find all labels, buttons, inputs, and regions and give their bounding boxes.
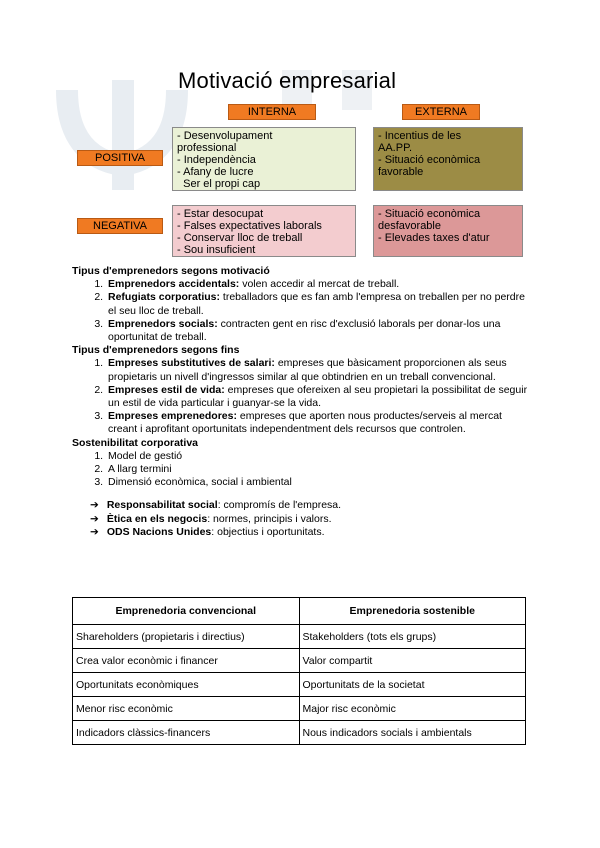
arrow-item <box>90 513 532 526</box>
arrow-item <box>90 526 532 539</box>
cell-line: AA.PP. <box>378 142 413 154</box>
cell-line: - Estar desocupat <box>177 208 264 220</box>
list-item <box>106 357 532 383</box>
table-row <box>73 721 526 745</box>
list-item <box>106 410 532 436</box>
list-item: 3. Dimensió econòmica, social i ambiental <box>106 476 532 489</box>
cell-line: - Independència <box>177 154 256 166</box>
term: Refugiats corporatius: <box>108 291 221 304</box>
term: ODS Nacions Unides <box>106 525 212 538</box>
arrow-item <box>90 499 532 512</box>
term: Ètica en els negocis <box>106 512 208 525</box>
list-item <box>106 318 532 344</box>
list-item: 2. A llarg termini <box>106 463 532 476</box>
table-row <box>73 697 526 721</box>
table-cell: Shareholders (propietaris i directius) <box>73 625 300 649</box>
term: Emprenedors accidentals: <box>108 278 240 291</box>
sustainability-list <box>72 450 532 490</box>
motivation-list <box>72 278 532 344</box>
cell-positive-internal <box>172 127 356 191</box>
list-item <box>106 291 532 317</box>
header-externa: EXTERNA <box>402 104 480 120</box>
list-item <box>106 384 532 410</box>
term: Responsabilitat social <box>106 499 218 512</box>
cell-line: - Afany de lucre <box>177 166 254 178</box>
definition: empreses que bàsicament proporcionen als seus propietaris un nivell d'ingressos similar al que obtindrien en un treball convencional. <box>108 357 507 383</box>
section-heading-goals: Tipus d'emprenedors segons fins <box>72 344 240 357</box>
table-cell: Menor risc econòmic <box>73 697 300 721</box>
table-cell: Major risc econòmic <box>299 697 526 721</box>
goals-list <box>72 357 532 436</box>
table-cell: Crea valor econòmic i financer <box>73 649 300 673</box>
arrow-list <box>72 499 532 539</box>
cell-line: - Elevades taxes d'atur <box>378 232 490 244</box>
cell-line: - Situació econòmica <box>378 208 481 220</box>
term: Empreses emprenedores: <box>108 410 237 423</box>
term: Empreses estil de vida: <box>108 383 225 396</box>
definition: empreses que aporten nous productes/serveis al mercat creant i aprofitant oportunitats independentment dels recursos que controlen. <box>108 410 502 436</box>
table-header-row <box>73 598 526 625</box>
section-heading-motivation: Tipus d'emprenedors segons motivació <box>72 265 270 277</box>
cell-line: professional <box>177 142 237 154</box>
table-cell: Oportunitats econòmiques <box>73 673 300 697</box>
header-positiva: POSITIVA <box>77 150 163 166</box>
table-header: Emprenedoria sostenible <box>299 598 526 625</box>
table-cell: Nous indicadors socials i ambientals <box>299 721 526 745</box>
cell-line: - Conservar lloc de treball <box>177 232 303 244</box>
cell-line: - Incentius de les <box>378 130 462 142</box>
definition: : objectius i oportunitats. <box>211 525 325 538</box>
definition: empreses que ofereixen al seu propietari la possibilitat de seguir un estil de vida particular i guanyar-se la vida. <box>108 383 528 410</box>
term: Empreses substitutives de salari: <box>108 357 275 370</box>
definition: : normes, principis i valors. <box>207 512 332 525</box>
section-heading-sustainability: Sostenibilitat corporativa <box>72 436 199 449</box>
table-row <box>73 673 526 697</box>
header-interna: INTERNA <box>228 104 316 120</box>
list-item <box>106 278 532 291</box>
table-header: Emprenedoria convencional <box>73 598 300 625</box>
table-row <box>73 625 526 649</box>
definition: volen accedir al mercat de treball. <box>239 278 400 291</box>
table-row <box>73 649 526 673</box>
table-cell: Stakeholders (tots els grups) <box>299 625 526 649</box>
cell-negative-external <box>373 205 523 257</box>
cell-line: - Situació econòmica <box>378 154 481 166</box>
list-item: 1. Model de gestió <box>106 450 532 463</box>
table-cell: Indicadors clàssics-financers <box>73 721 300 745</box>
definition: contracten gent en risc d'exclusió laborals per donar-los una oportunitat de treball. <box>108 317 501 344</box>
cell-line: desfavorable <box>378 220 441 232</box>
header-negativa: NEGATIVA <box>77 218 163 234</box>
page-title: Motivació empresarial <box>178 68 397 93</box>
cell-line: - Falses expectatives laborals <box>177 220 322 232</box>
document-body <box>72 265 532 539</box>
table-cell: Valor compartit <box>299 649 526 673</box>
cell-line: - Desenvolupament <box>177 130 273 142</box>
cell-line: Ser el propi cap <box>177 178 261 190</box>
definition: : compromís de l'empresa. <box>217 499 342 512</box>
comparison-table <box>72 597 526 745</box>
table-cell: Oportunitats de la societat <box>299 673 526 697</box>
cell-positive-external <box>373 127 523 191</box>
term: Emprenedors socials: <box>108 317 218 330</box>
cell-line: favorable <box>378 166 424 178</box>
definition: treballadors que es fan amb l'empresa on treballen per no perdre el seu lloc de treball. <box>108 291 525 317</box>
cell-line: - Sou insuficient <box>177 244 256 256</box>
cell-negative-internal <box>172 205 356 257</box>
